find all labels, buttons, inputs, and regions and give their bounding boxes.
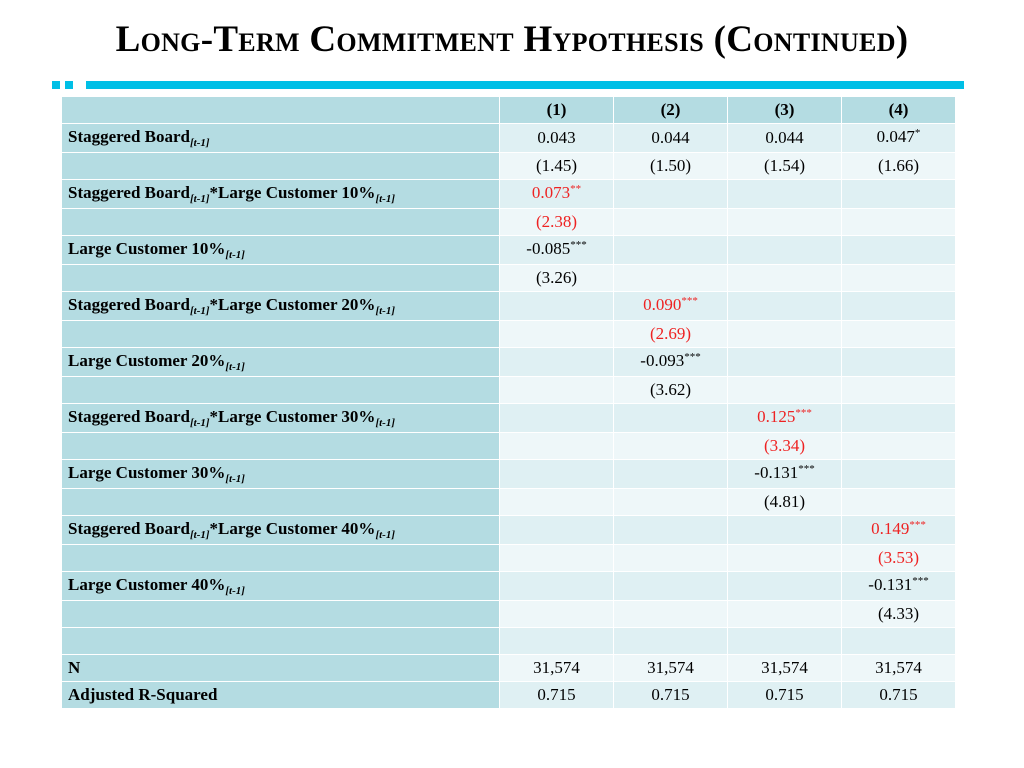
header-label-cell <box>62 97 500 124</box>
table-row <box>62 124 956 153</box>
row-label-text: *Large Customer 20% <box>209 295 376 314</box>
table-cell <box>728 209 842 236</box>
row-label <box>62 153 500 180</box>
table-cell <box>728 489 842 516</box>
row-label-subscript: [t-1] <box>225 585 245 597</box>
table-cell <box>728 348 842 377</box>
cell-value: 0.715 <box>879 685 918 704</box>
row-label-text: Staggered Board <box>68 183 190 202</box>
row-label-text: Large Customer 40% <box>68 575 226 594</box>
table-cell <box>728 236 842 265</box>
table-cell <box>500 377 614 404</box>
table-cell <box>842 153 956 180</box>
table-cell <box>842 124 956 153</box>
table-cell <box>842 545 956 572</box>
table-row <box>62 433 956 460</box>
table-cell <box>842 628 956 655</box>
row-label-text: Adjusted R-Squared <box>68 685 218 704</box>
cell-value: (3.62) <box>649 380 692 399</box>
table-cell <box>500 124 614 153</box>
table-cell <box>614 236 728 265</box>
row-label <box>62 377 500 404</box>
table-cell <box>842 209 956 236</box>
table-cell <box>614 682 728 709</box>
row-label <box>62 489 500 516</box>
column-header: (4) <box>842 97 956 124</box>
row-label <box>62 348 500 377</box>
row-label <box>62 209 500 236</box>
table-cell <box>614 180 728 209</box>
table-row <box>62 377 956 404</box>
row-label-subscript: [t-1] <box>190 137 210 149</box>
table-cell <box>728 433 842 460</box>
table-row <box>62 601 956 628</box>
table-header-row <box>62 97 956 124</box>
table-cell <box>500 601 614 628</box>
table-cell <box>500 433 614 460</box>
title-rule-dot <box>52 81 60 89</box>
table-cell <box>728 321 842 348</box>
table-cell <box>728 545 842 572</box>
cell-value: 0.047 <box>876 127 915 146</box>
table-cell <box>842 433 956 460</box>
cell-value: (4.33) <box>877 604 920 623</box>
table-row <box>62 655 956 682</box>
table-row <box>62 348 956 377</box>
table-cell <box>842 348 956 377</box>
row-label-text: Staggered Board <box>68 295 190 314</box>
row-label <box>62 572 500 601</box>
table-cell <box>728 377 842 404</box>
row-label <box>62 460 500 489</box>
significance-stars: ** <box>570 183 582 195</box>
table-cell <box>842 489 956 516</box>
row-label-text: Large Customer 30% <box>68 463 226 482</box>
table-cell <box>614 433 728 460</box>
table-cell <box>500 628 614 655</box>
table-cell <box>614 209 728 236</box>
cell-value: (3.26) <box>535 268 578 287</box>
table-cell <box>500 545 614 572</box>
table-cell <box>614 628 728 655</box>
table-cell <box>614 601 728 628</box>
table-row <box>62 682 956 709</box>
table-cell <box>614 321 728 348</box>
table-cell <box>614 655 728 682</box>
cell-value: -0.085 <box>526 239 571 258</box>
table-cell <box>728 572 842 601</box>
row-label-subscript: [t-1] <box>190 193 210 205</box>
table-row <box>62 460 956 489</box>
cell-value: 0.043 <box>537 128 576 147</box>
table-cell <box>614 292 728 321</box>
row-label-text: Staggered Board <box>68 127 190 146</box>
cell-value: 0.715 <box>537 685 576 704</box>
row-label-subscript: [t-1] <box>375 193 395 205</box>
row-label <box>62 601 500 628</box>
table-cell <box>500 516 614 545</box>
table-cell <box>614 153 728 180</box>
table-cell <box>842 404 956 433</box>
table-cell <box>728 292 842 321</box>
cell-value: 0.090 <box>643 295 682 314</box>
row-label-subscript: [t-1] <box>375 305 395 317</box>
table-cell <box>842 180 956 209</box>
table-cell <box>842 572 956 601</box>
table-cell <box>728 655 842 682</box>
cell-value: -0.131 <box>868 575 913 594</box>
table-cell <box>728 124 842 153</box>
table-cell <box>500 348 614 377</box>
table-cell <box>500 682 614 709</box>
table-cell <box>500 153 614 180</box>
row-label <box>62 682 500 709</box>
row-label-subscript: [t-1] <box>225 249 245 261</box>
table-cell <box>728 628 842 655</box>
row-label-subscript: [t-1] <box>225 473 245 485</box>
table-cell <box>728 265 842 292</box>
table-cell <box>728 404 842 433</box>
table-cell <box>842 601 956 628</box>
row-label <box>62 404 500 433</box>
table-cell <box>614 124 728 153</box>
table-row <box>62 180 956 209</box>
table-cell <box>842 377 956 404</box>
cell-value: 0.715 <box>765 685 804 704</box>
table-row <box>62 545 956 572</box>
cell-value: 31,574 <box>761 658 808 677</box>
table-cell <box>500 655 614 682</box>
cell-value: 0.044 <box>651 128 690 147</box>
column-header: (1) <box>500 97 614 124</box>
cell-value: 31,574 <box>875 658 922 677</box>
table-cell <box>500 265 614 292</box>
table-cell <box>842 292 956 321</box>
row-label-text: Large Customer 20% <box>68 351 226 370</box>
significance-stars: *** <box>681 295 698 307</box>
table-cell <box>500 572 614 601</box>
cell-value: (2.69) <box>649 324 692 343</box>
significance-stars: *** <box>912 575 929 587</box>
table-cell <box>728 153 842 180</box>
regression-table <box>61 96 956 709</box>
significance-stars: * <box>914 127 921 139</box>
table-cell <box>500 321 614 348</box>
table-cell <box>500 489 614 516</box>
cell-value: (1.54) <box>763 156 806 175</box>
table-cell <box>842 321 956 348</box>
cell-value: 31,574 <box>647 658 694 677</box>
row-label-text: Large Customer 10% <box>68 239 226 258</box>
row-label <box>62 124 500 153</box>
row-label-subscript: [t-1] <box>225 361 245 373</box>
row-label-subscript: [t-1] <box>190 305 210 317</box>
table-cell <box>500 236 614 265</box>
row-label <box>62 433 500 460</box>
table-cell <box>614 460 728 489</box>
table-row <box>62 292 956 321</box>
significance-stars: *** <box>909 519 926 531</box>
table-cell <box>842 516 956 545</box>
table-row <box>62 265 956 292</box>
row-label <box>62 292 500 321</box>
table-cell <box>728 516 842 545</box>
cell-value: (1.45) <box>535 156 578 175</box>
row-label <box>62 265 500 292</box>
cell-value: 0.149 <box>871 519 910 538</box>
table-cell <box>614 572 728 601</box>
column-header: (2) <box>614 97 728 124</box>
cell-value: 0.125 <box>757 407 796 426</box>
table-row <box>62 153 956 180</box>
table-cell <box>614 545 728 572</box>
table-row <box>62 321 956 348</box>
cell-value: (1.50) <box>649 156 692 175</box>
row-label <box>62 655 500 682</box>
table-cell <box>614 404 728 433</box>
cell-value: 0.073 <box>531 183 571 202</box>
row-label <box>62 545 500 572</box>
row-label <box>62 321 500 348</box>
cell-value: 0.715 <box>651 685 690 704</box>
table-row <box>62 516 956 545</box>
row-label-subscript: [t-1] <box>375 417 395 429</box>
table-cell <box>842 682 956 709</box>
table-cell <box>728 601 842 628</box>
row-label-text: N <box>68 658 81 677</box>
cell-value: (3.34) <box>763 436 806 455</box>
title-rule <box>86 81 964 89</box>
cell-value: 31,574 <box>533 658 580 677</box>
table-row <box>62 628 956 655</box>
table-cell <box>614 265 728 292</box>
cell-value: (1.66) <box>877 156 920 175</box>
table-row <box>62 209 956 236</box>
table-row <box>62 489 956 516</box>
table-cell <box>842 236 956 265</box>
row-label-text: *Large Customer 40% <box>209 519 376 538</box>
cell-value: -0.093 <box>640 351 685 370</box>
title-rule-dot <box>65 81 73 89</box>
table-cell <box>614 348 728 377</box>
cell-value: -0.131 <box>754 463 799 482</box>
significance-stars: *** <box>570 239 587 251</box>
table-cell <box>842 265 956 292</box>
slide-title: Long-Term Commitment Hypothesis (Continued) <box>115 19 909 60</box>
table-cell <box>500 404 614 433</box>
table-cell <box>842 655 956 682</box>
table-cell <box>614 489 728 516</box>
table-cell <box>728 460 842 489</box>
table-cell <box>728 682 842 709</box>
table-cell <box>728 180 842 209</box>
row-label-text: *Large Customer 30% <box>209 407 376 426</box>
significance-stars: *** <box>684 351 701 363</box>
row-label <box>62 236 500 265</box>
table-cell <box>614 516 728 545</box>
row-label <box>62 628 500 655</box>
cell-value: (2.38) <box>535 212 578 231</box>
table-row <box>62 404 956 433</box>
table-cell <box>500 292 614 321</box>
row-label-text: *Large Customer 10% <box>209 183 376 202</box>
table-cell <box>500 460 614 489</box>
cell-value: (3.53) <box>877 548 920 567</box>
table-cell <box>500 180 614 209</box>
row-label-text: Staggered Board <box>68 519 190 538</box>
row-label-subscript: [t-1] <box>190 417 210 429</box>
row-label-subscript: [t-1] <box>375 529 395 541</box>
table-row <box>62 572 956 601</box>
column-header: (3) <box>728 97 842 124</box>
row-label-text: Staggered Board <box>68 407 190 426</box>
cell-value: 0.044 <box>765 128 804 147</box>
table-cell <box>614 377 728 404</box>
table-cell <box>842 460 956 489</box>
table-cell <box>500 209 614 236</box>
significance-stars: *** <box>795 407 812 419</box>
cell-value: (4.81) <box>763 492 806 511</box>
row-label <box>62 516 500 545</box>
row-label <box>62 180 500 209</box>
significance-stars: *** <box>798 463 815 475</box>
row-label-subscript: [t-1] <box>190 529 210 541</box>
table-row <box>62 236 956 265</box>
